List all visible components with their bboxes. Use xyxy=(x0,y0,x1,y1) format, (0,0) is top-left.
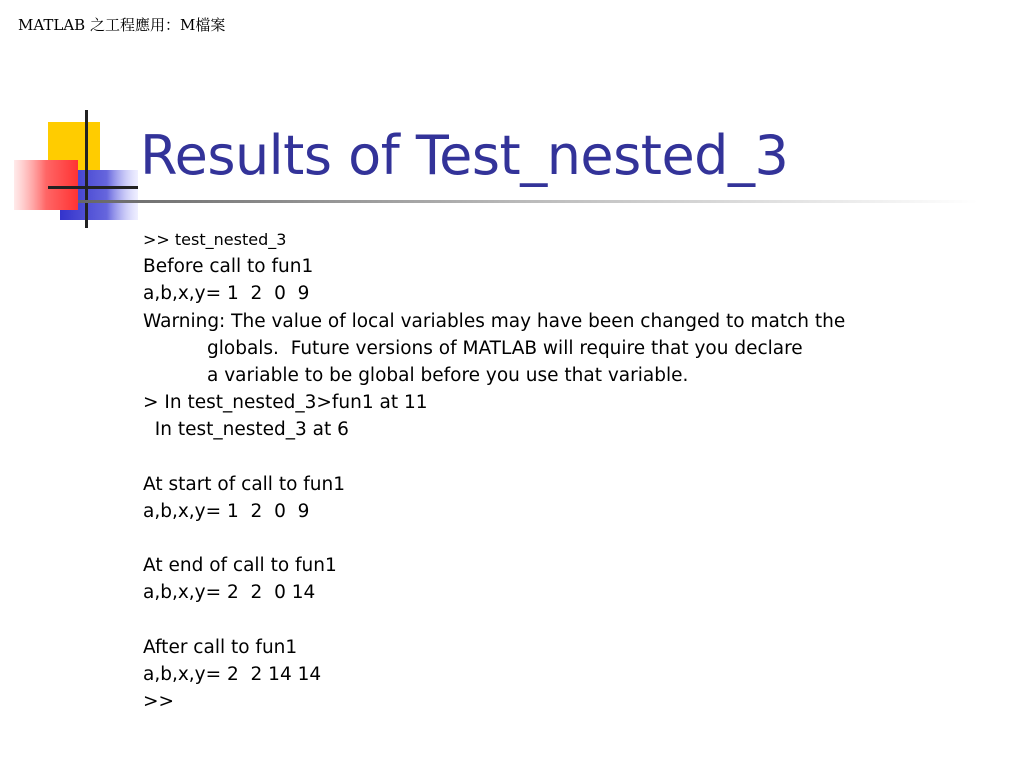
output-line: globals. Future versions of MATLAB will require that you declare xyxy=(207,337,803,359)
output-line: >> test_nested_3 xyxy=(143,230,287,249)
output-line: >> xyxy=(143,691,175,713)
output-line: In test_nested_3 at 6 xyxy=(143,419,349,441)
output-line: a,b,x,y= 1 2 0 9 xyxy=(143,283,310,305)
output-line: Warning: The value of local variables may have been changed to match the xyxy=(143,310,846,332)
output-line: a,b,x,y= 2 2 14 14 xyxy=(143,664,322,685)
output-line: After call to fun1 xyxy=(143,636,298,658)
header-note: MATLAB 之工程應用：M檔案 xyxy=(18,16,226,34)
slide-title: Results of Test_nested_3 xyxy=(140,124,789,187)
blank-line xyxy=(143,525,1003,552)
output-line: At end of call to fun1 xyxy=(143,555,337,577)
output-line: Before call to fun1 xyxy=(143,256,314,278)
title-underline xyxy=(78,200,978,203)
deco-vertical-line xyxy=(85,110,88,228)
deco-red-square xyxy=(14,160,78,210)
output-line: a variable to be global before you use that variable. xyxy=(207,364,689,386)
output-line: > In test_nested_3>fun1 at 11 xyxy=(143,392,428,414)
blank-line xyxy=(143,444,1003,471)
output-line: At start of call to fun1 xyxy=(143,473,346,495)
command-output xyxy=(143,226,1003,715)
blank-line xyxy=(143,607,1003,634)
deco-horizontal-line xyxy=(48,186,138,189)
deco-blue-square xyxy=(60,170,138,220)
deco-yellow-square xyxy=(48,122,100,174)
output-line: a,b,x,y= 2 2 0 14 xyxy=(143,582,316,604)
output-line: a,b,x,y= 1 2 0 9 xyxy=(143,500,310,522)
